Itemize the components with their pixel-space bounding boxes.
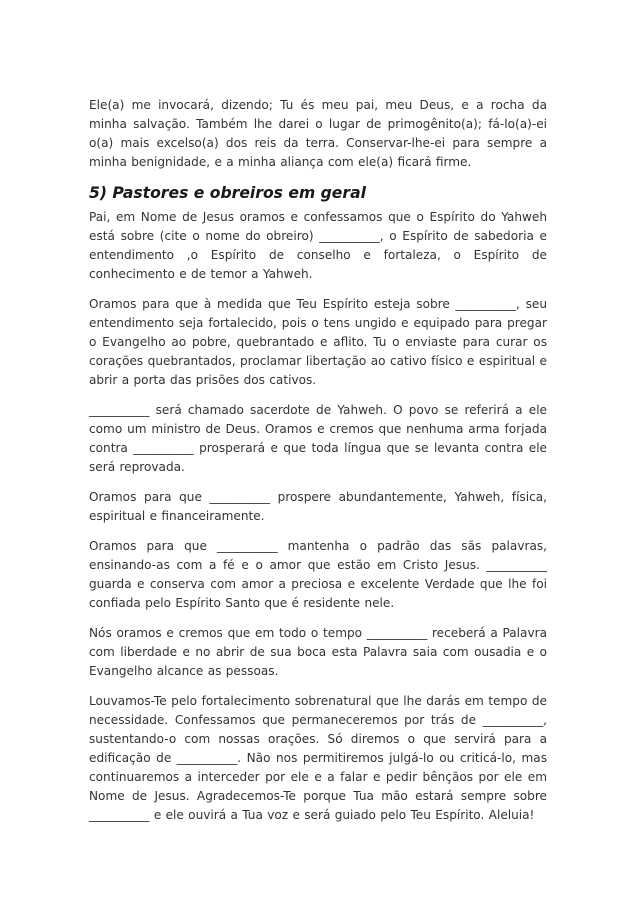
document-page	[89, 96, 547, 836]
section-heading: 5) Pastores e obreiros em geral	[89, 184, 366, 202]
paragraph: __________ será chamado sacerdote de Yahweh. O povo se referirá a ele como um ministro de Deus. Oramos e cremos que nenhuma arma forjada contra __________ prosperará e que toda língua que se levanta contra ele será reprovada.	[89, 403, 547, 474]
paragraph: Oramos para que __________ prospere abundantemente, Yahweh, física, espiritual e financeiramente.	[89, 490, 547, 523]
paragraph: Oramos para que à medida que Teu Espírito esteja sobre __________, seu entendimento seja fortalecido, pois o tens ungido e equipado para pregar o Evangelho ao pobre, quebrantado e aflito. Tu o enviaste para curar os corações quebrantados, proclamar libertação ao cativo físico e espiritual e abrir a porta das prisões dos cativos.	[89, 297, 547, 387]
intro-paragraph: Ele(a) me invocará, dizendo; Tu és meu pai, meu Deus, e a rocha da minha salvação. Também lhe darei o lugar de primogênito(a); fá-lo(a)-ei o(a) mais excelso(a) dos reis da terra. Conservar-lhe-ei para sempre a minha benignidade, e a minha aliança com ele(a) ficará firme.	[89, 98, 547, 169]
paragraph: Oramos para que __________ mantenha o padrão das sãs palavras, ensinando-as com a fé e o amor que estão em Cristo Jesus. __________ guarda e conserva com amor a preciosa e excelente Verdade que lhe foi confiada pelo Espírito Santo que é residente nele.	[89, 539, 547, 610]
paragraph: Pai, em Nome de Jesus oramos e confessamos que o Espírito do Yahweh está sobre (cite o nome do obreiro) __________, o Espírito de sabedoria e entendimento ,o Espírito de conselho e fortaleza, o Espírito de conhecimento e de temor a Yahweh.	[89, 210, 547, 281]
paragraph: Louvamos-Te pelo fortalecimento sobrenatural que lhe darás em tempo de necessidade. Confessamos que permaneceremos por trás de __________, sustentando-o com nossas orações. Só diremos o que servirá para a edificação de __________. Não nos permitiremos julgá-lo ou criticá-lo, mas continuaremos a interceder por ele e a falar e pedir bênçãos por ele em Nome de Jesus. Agradecemos-Te porque Tua mão estará sempre sobre __________ e ele ouvirá a Tua voz e será guiado pelo Teu Espírito. Aleluia!	[89, 694, 547, 822]
paragraph: Nós oramos e cremos que em todo o tempo __________ receberá a Palavra com liberdade e no abrir de sua boca esta Palavra saia com ousadia e o Evangelho alcance as pessoas.	[89, 626, 547, 678]
